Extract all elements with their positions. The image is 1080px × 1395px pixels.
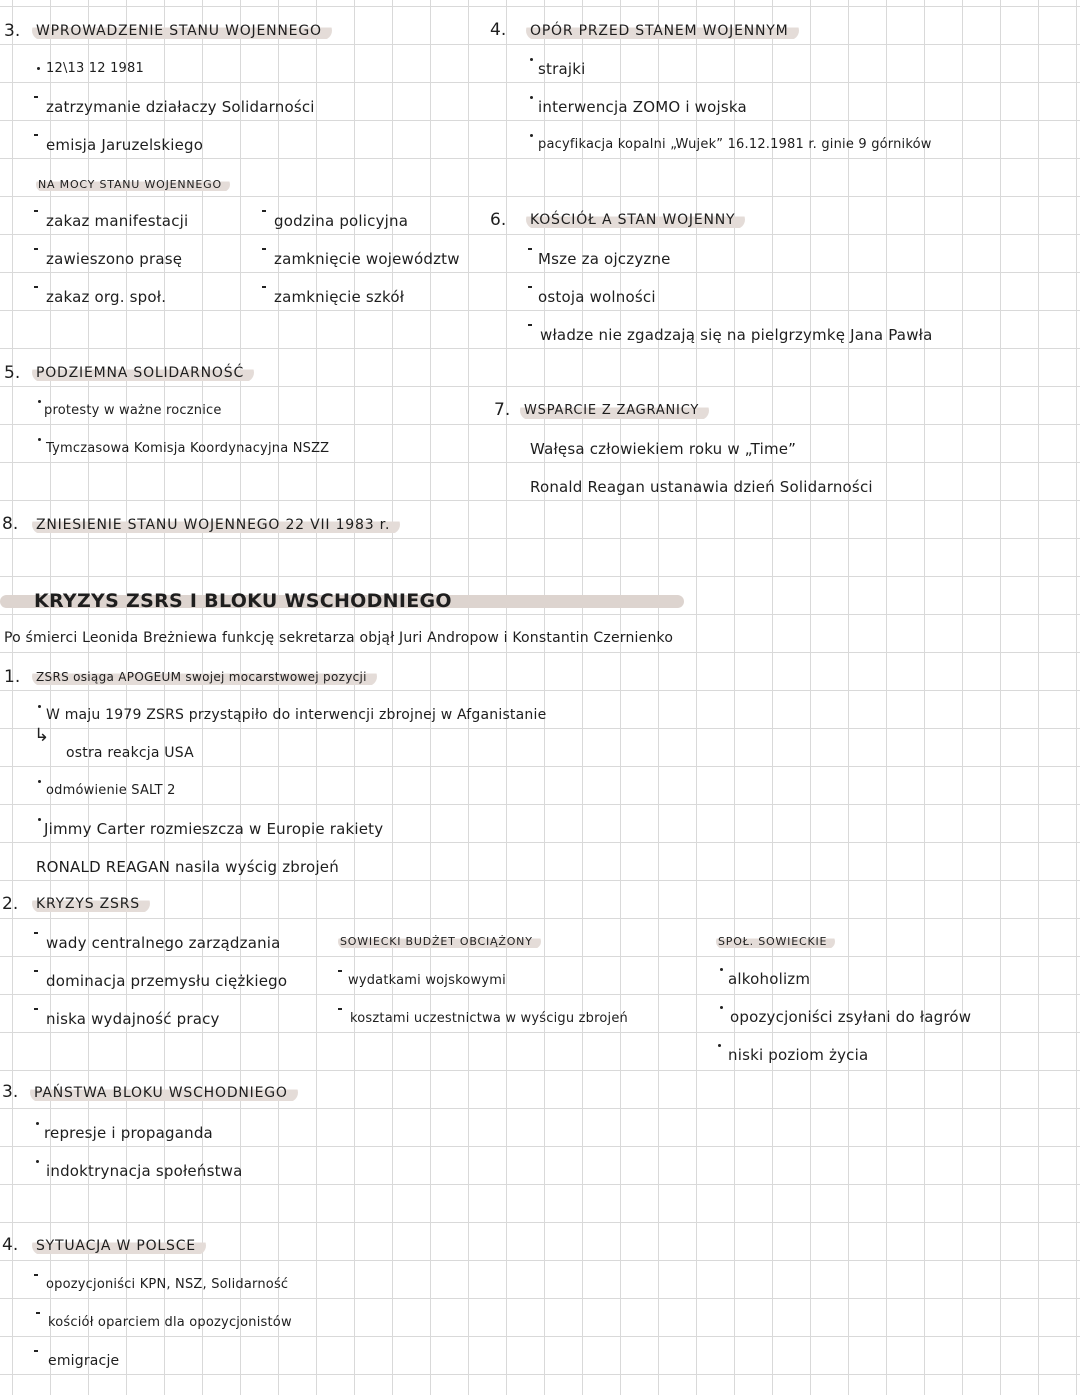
s6-item-3: władze nie zgadzają się na pielgrzymkę Jana Pawła	[540, 326, 933, 344]
martial-law-date: 12\13 12 1981	[46, 61, 144, 76]
bullet-dot	[720, 968, 723, 971]
bullet-dash	[34, 248, 38, 250]
section-8-heading: ZNIESIENIE STANU WOJENNEGO 22 VII 1983 r.	[32, 515, 400, 534]
society-heading: SPOŁ. SOWIECKIE	[716, 934, 835, 949]
s5-item-1: protesty w ważne rocznice	[44, 403, 222, 418]
p2-item-a2: dominacja przemysłu ciężkiego	[46, 972, 288, 990]
crisis-intro: Po śmierci Leonida Breżniewa funkcję sekretarza objął Juri Andropow i Konstantin Czernienko	[4, 630, 674, 646]
bullet-dot	[38, 705, 41, 708]
s3-item-1: zatrzymanie działaczy Solidarności	[46, 98, 315, 116]
section-4-heading: OPÓR PRZED STANEM WOJENNYM	[526, 21, 799, 40]
part-4-number: 4.	[2, 1235, 19, 1255]
bullet-dot	[38, 438, 41, 441]
s4-item-2: interwencja ZOMO i wojska	[538, 98, 747, 116]
section-3-number: 3.	[4, 21, 21, 41]
budget-heading: SOWIECKI BUDŻET OBCIĄŻONY	[338, 934, 541, 949]
bullet-dash	[262, 210, 266, 212]
bullet-dot	[38, 780, 41, 783]
part-4-heading: SYTUACJA W POLSCE	[32, 1236, 206, 1255]
p4-item-3: emigracje	[48, 1353, 120, 1369]
bullet-dash	[528, 324, 532, 326]
nm-item-b1: godzina policyjna	[274, 212, 409, 230]
nm-item-a1: zakaz manifestacji	[46, 212, 189, 230]
part-2-heading: KRYZYS ZSRS	[32, 894, 150, 913]
bullet-dot	[530, 96, 533, 99]
bullet-dash	[34, 286, 38, 288]
p2-item-c3: niski poziom życia	[728, 1046, 869, 1064]
p2-item-b2: kosztami uczestnictwa w wyścigu zbrojeń	[350, 1011, 628, 1026]
section-4-number: 4.	[490, 20, 507, 40]
bullet-dash	[338, 1008, 342, 1010]
bullet-dash	[528, 286, 532, 288]
section-7-number: 7.	[494, 400, 511, 420]
bullet-dot	[38, 818, 41, 821]
part-3-heading: PAŃSTWA BLOKU WSCHODNIEGO	[30, 1083, 298, 1102]
bullet-dash	[34, 970, 38, 972]
p1-item-1b: ostra reakcja USA	[66, 745, 194, 761]
p1-item-1: W maju 1979 ZSRS przystąpiło do interwencji zbrojnej w Afganistanie	[46, 707, 547, 723]
p2-item-b1: wydatkami wojskowymi	[348, 973, 506, 988]
bullet-dot	[38, 400, 41, 403]
p2-item-a3: niska wydajność pracy	[46, 1010, 220, 1028]
bullet-dot	[530, 134, 533, 137]
section-6-heading: KOŚCIÓŁ A STAN WOJENNY	[526, 210, 745, 229]
section-8-number: 8.	[2, 514, 19, 534]
arrow-icon: ↳	[34, 725, 50, 746]
p2-item-a1: wady centralnego zarządzania	[46, 934, 281, 952]
section-7-heading: WSPARCIE Z ZAGRANICY	[520, 401, 709, 420]
s3-item-2: emisja Jaruzelskiego	[46, 136, 204, 154]
p2-item-c1: alkoholizm	[728, 970, 811, 988]
section-3-heading: WPROWADZENIE STANU WOJENNEGO	[32, 21, 332, 40]
section-5-heading: PODZIEMNA SOLIDARNOŚĆ	[32, 363, 254, 382]
bullet-dot	[718, 1044, 721, 1047]
p3-item-1: represje i propaganda	[44, 1124, 213, 1142]
crisis-title-block	[0, 588, 684, 614]
bullet-dash	[338, 970, 342, 972]
bullet-dot	[36, 1160, 39, 1163]
p2-item-c2: opozycjoniści zsyłani do łagrów	[730, 1008, 972, 1026]
bullet-dash	[34, 1274, 38, 1276]
bullet-dash	[34, 932, 38, 934]
crisis-title: KRYZYS ZSRS I BLOKU WSCHODNIEGO	[34, 590, 452, 612]
s4-item-1: strajki	[538, 60, 586, 78]
bullet-dash	[262, 286, 266, 288]
s5-item-2: Tymczasowa Komisja Koordynacyjna NSZZ	[46, 441, 330, 456]
bullet-dot	[720, 1006, 723, 1009]
nm-item-b3: zamknięcie szkół	[274, 288, 405, 306]
bullet-dash	[36, 1312, 40, 1314]
p1-item-3: Jimmy Carter rozmieszcza w Europie rakiety	[44, 820, 384, 838]
s6-item-1: Msze za ojczyzne	[538, 250, 671, 268]
bullet-dash	[34, 1350, 38, 1352]
bullet-dot	[530, 58, 533, 61]
p1-item-4: RONALD REAGAN nasila wyścig zbrojeń	[36, 858, 339, 876]
nm-item-a3: zakaz org. społ.	[46, 288, 167, 306]
bullet-dash	[34, 96, 38, 98]
p1-item-2: odmówienie SALT 2	[46, 783, 176, 798]
p4-item-2: kościół oparciem dla opozycjonistów	[48, 1315, 292, 1330]
bullet-dot	[36, 1122, 39, 1125]
p3-item-2: indoktrynacja społeństwa	[46, 1162, 243, 1180]
part-1-heading: ZSRS osiąga APOGEUM swojej mocarstwowej pozycji	[32, 667, 377, 686]
section-6-number: 6.	[490, 210, 507, 230]
part-1-number: 1.	[4, 667, 21, 687]
s4-item-3: pacyfikacja kopalni „Wujek” 16.12.1981 r. ginie 9 górników	[538, 137, 932, 152]
bullet-dot	[37, 67, 40, 70]
bullet-dash	[34, 134, 38, 136]
nm-item-a2: zawieszono prasę	[46, 250, 183, 268]
bullet-dash	[262, 248, 266, 250]
s7-item-2: Ronald Reagan ustanawia dzień Solidarności	[530, 478, 873, 496]
part-3-number: 3.	[2, 1082, 19, 1102]
nm-item-b2: zamknięcie województw	[274, 250, 460, 268]
part-2-number: 2.	[2, 894, 19, 914]
p4-item-1: opozycjoniści KPN, NSZ, Solidarność	[46, 1277, 289, 1292]
s7-item-1: Wałęsa człowiekiem roku w „Time”	[530, 440, 797, 458]
section-5-number: 5.	[4, 363, 21, 383]
na-mocy-heading: NA MOCY STANU WOJENNEGO	[36, 177, 230, 192]
bullet-dash	[34, 1008, 38, 1010]
bullet-dash	[34, 210, 38, 212]
s6-item-2: ostoja wolności	[538, 288, 656, 306]
bullet-dash	[528, 248, 532, 250]
